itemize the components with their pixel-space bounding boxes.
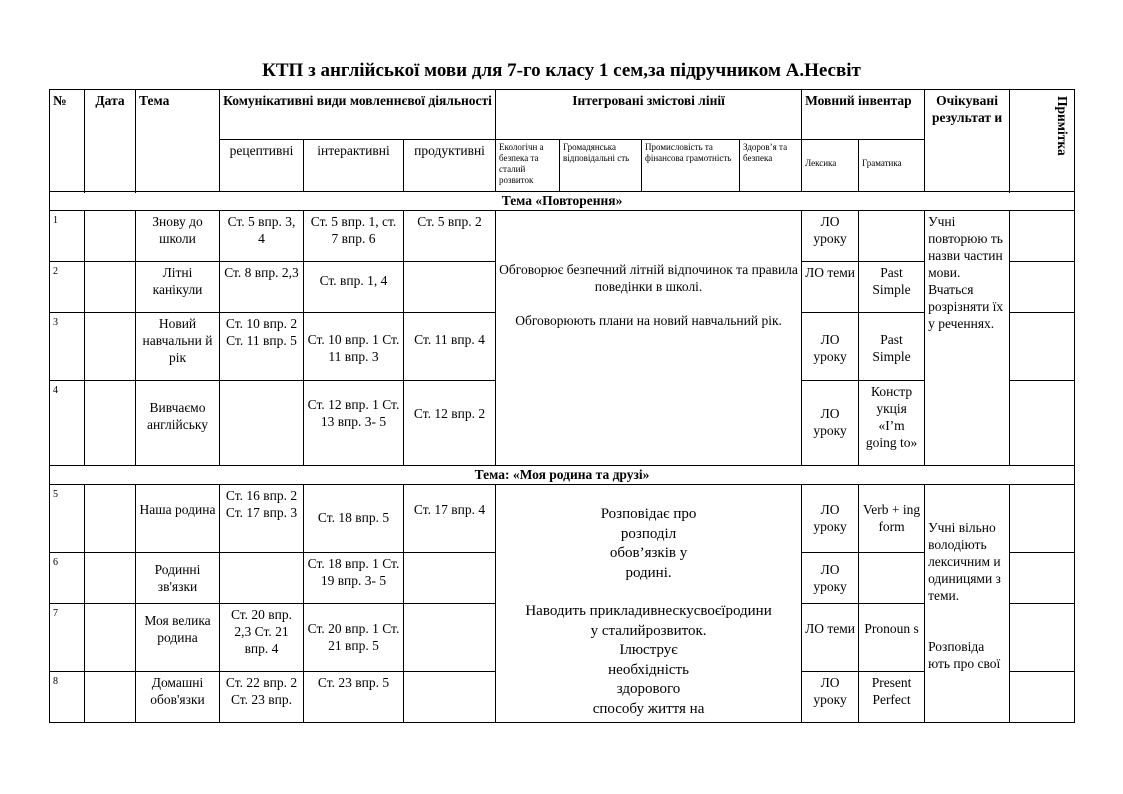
receptive-cell: Ст. 5 впр. 3, 4: [220, 211, 304, 262]
date-cell: [85, 672, 136, 723]
integrated-line: здорового: [616, 681, 681, 697]
header-integrated: Інтегровані змістові лінії: [496, 90, 802, 140]
integrated-line: розподіл: [620, 525, 677, 542]
date-cell: [85, 211, 136, 262]
row-number: 4: [50, 381, 85, 466]
grammar-cell: Pronoun s: [859, 604, 925, 672]
date-cell: [85, 262, 136, 313]
productive-cell: [404, 553, 496, 604]
productive-cell: Ст. 5 впр. 2: [404, 211, 496, 262]
note-cell: [1010, 485, 1075, 553]
interactive-cell: Ст. 18 впр. 1 Ст. 19 впр. 3- 5: [304, 553, 404, 604]
header-grammar: Граматика: [859, 140, 925, 192]
receptive-cell: [220, 553, 304, 604]
table-row: [50, 211, 1075, 262]
integrated-line: Розповідає про: [600, 506, 697, 522]
interactive-cell: Ст. 12 впр. 1 Ст. 13 впр. 3- 5: [304, 381, 404, 466]
topic-heading: Тема «Повторення»: [50, 192, 1075, 211]
receptive-cell: Ст. 16 впр. 2 Ст. 17 впр. 3: [220, 485, 304, 553]
theme-cell: Літні канікули: [136, 262, 220, 313]
header-finance: Промисловість та фінансова грамотність: [642, 140, 740, 192]
header-num: №: [50, 90, 85, 192]
interactive-cell: Ст. 5 впр. 1, ст. 7 впр. 6: [304, 211, 404, 262]
integrated-lines-cell: [496, 211, 802, 466]
integrated-line: Обговорюють плани на новий навчальний рік.: [515, 313, 782, 328]
productive-cell: [404, 604, 496, 672]
vocab-cell: ЛО уроку: [802, 672, 859, 723]
vocab-cell: ЛО уроку: [802, 211, 859, 262]
table-row: [50, 485, 1075, 553]
theme-cell: Новий навчальни й рік: [136, 313, 220, 381]
results-cell: [925, 485, 1010, 723]
theme-cell: Родинні зв'язки: [136, 553, 220, 604]
grammar-cell: Past Simple: [859, 262, 925, 313]
page-title: КТП з англійської мови для 7-го класу 1 сем,за підручником А.Несвіт: [262, 60, 861, 81]
theme-cell: Домашні обов'язки: [136, 672, 220, 723]
integrated-line: у сталийрозвиток.: [590, 622, 707, 639]
row-number: 7: [50, 604, 85, 672]
grammar-cell: Present Perfect: [859, 672, 925, 723]
row-number: 5: [50, 485, 85, 553]
receptive-cell: Ст. 8 впр. 2,3: [220, 262, 304, 313]
row-number: 8: [50, 672, 85, 723]
integrated-line: родині.: [625, 564, 672, 581]
header-receptive: рецептивні: [220, 140, 304, 192]
interactive-cell: Ст. 10 впр. 1 Ст. 11 впр. 3: [304, 313, 404, 381]
plan-table: [49, 89, 1075, 723]
productive-cell: Ст. 17 впр. 4: [404, 485, 496, 553]
header-theme: Тема: [136, 90, 220, 192]
integrated-line: обов’язків у: [609, 545, 688, 561]
topic-heading: Тема: «Моя родина та друзі»: [50, 466, 1075, 485]
integrated-line: необхідність: [608, 661, 689, 678]
integrated-line: Наводить прикладивнескусвоєїродини: [525, 603, 772, 619]
integrated-line: Обговорює безпечний літній відпочинок та правила поведінки в школі.: [499, 262, 798, 294]
note-cell: [1010, 672, 1075, 723]
header-inventory: Мовний інвентар: [802, 90, 925, 140]
header-vocab: Лексика: [802, 140, 859, 192]
integrated-line: способу життя на: [592, 700, 705, 717]
theme-cell: Моя велика родина: [136, 604, 220, 672]
header-health: Здоров’я та безпека: [740, 140, 802, 192]
interactive-cell: Ст. 20 впр. 1 Ст. 21 впр. 5: [304, 604, 404, 672]
note-cell: [1010, 381, 1075, 466]
interactive-cell: Ст. 18 впр. 5: [304, 485, 404, 553]
header-interactive: інтерактивні: [304, 140, 404, 192]
grammar-cell: [859, 553, 925, 604]
header-date: Дата: [85, 90, 136, 192]
header-civic: Громадянська відповідальні сть: [560, 140, 642, 192]
vocab-cell: ЛО уроку: [802, 485, 859, 553]
integrated-line: Ілюструє: [619, 642, 678, 658]
grammar-cell: Past Simple: [859, 313, 925, 381]
grammar-cell: [859, 211, 925, 262]
note-cell: [1010, 604, 1075, 672]
theme-cell: Наша родина: [136, 485, 220, 553]
row-number: 3: [50, 313, 85, 381]
date-cell: [85, 604, 136, 672]
productive-cell: Ст. 11 впр. 4: [404, 313, 496, 381]
interactive-cell: Ст. 23 впр. 5: [304, 672, 404, 723]
note-cell: [1010, 553, 1075, 604]
receptive-cell: Ст. 10 впр. 2 Ст. 11 впр. 5: [220, 313, 304, 381]
vocab-cell: ЛО теми: [802, 604, 859, 672]
results-text: Розповіда ють про свої: [928, 639, 1001, 671]
vocab-cell: ЛО теми: [802, 262, 859, 313]
date-cell: [85, 553, 136, 604]
grammar-cell: Verb + ing form: [859, 485, 925, 553]
vocab-cell: ЛО уроку: [802, 381, 859, 466]
row-number: 2: [50, 262, 85, 313]
date-cell: [85, 485, 136, 553]
theme-cell: Знову до школи: [136, 211, 220, 262]
integrated-lines-cell: [496, 485, 802, 723]
date-cell: [85, 313, 136, 381]
row-number: 6: [50, 553, 85, 604]
note-cell: [1010, 262, 1075, 313]
productive-cell: [404, 262, 496, 313]
header-results: Очікувані результат и: [925, 90, 1010, 192]
row-number: 1: [50, 211, 85, 262]
results-cell: Учні повторюю ть назви частин мови. Вчаться розрізняти їх у реченнях.: [925, 211, 1010, 466]
receptive-cell: [220, 381, 304, 466]
header-productive: продуктивні: [404, 140, 496, 192]
productive-cell: Ст. 12 впр. 2: [404, 381, 496, 466]
receptive-cell: Ст. 22 впр. 2 Ст. 23 впр.: [220, 672, 304, 723]
header-ecology: Екологічн а безпека та сталий розвиток: [496, 140, 560, 192]
results-text: Учні вільно володіють лексичним и одиницями з теми.: [928, 520, 1001, 603]
theme-cell: Вивчаємо англійську: [136, 381, 220, 466]
date-cell: [85, 381, 136, 466]
interactive-cell: Ст. впр. 1, 4: [304, 262, 404, 313]
vocab-cell: ЛО уроку: [802, 553, 859, 604]
header-note: Примітка: [1010, 90, 1075, 192]
note-cell: [1010, 313, 1075, 381]
header-communicative: Комунікативні види мовленнєвої діяльності: [220, 90, 496, 140]
grammar-cell: Констр укція «I’m going to»: [859, 381, 925, 466]
productive-cell: [404, 672, 496, 723]
note-cell: [1010, 211, 1075, 262]
vocab-cell: ЛО уроку: [802, 313, 859, 381]
receptive-cell: Ст. 20 впр. 2,3 Ст. 21 впр. 4: [220, 604, 304, 672]
